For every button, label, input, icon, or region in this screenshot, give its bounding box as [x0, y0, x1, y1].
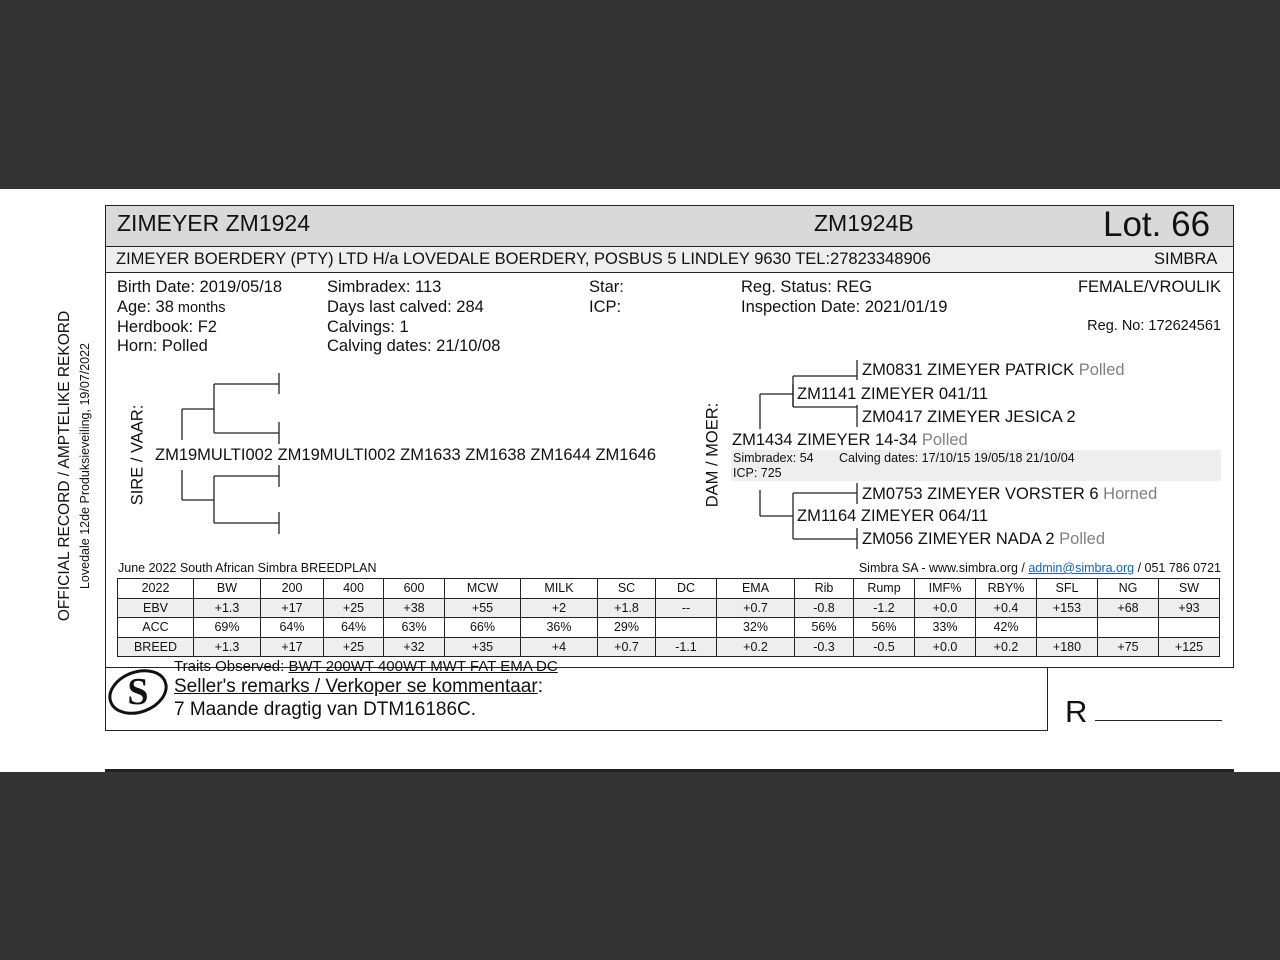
price-line — [1095, 720, 1222, 721]
breedplan-cell: +68 — [1098, 598, 1159, 618]
breedplan-header-cell: 600 — [384, 579, 445, 599]
breedplan-cell: +180 — [1037, 637, 1098, 657]
reg-status: Reg. Status: REG — [741, 278, 873, 296]
breed-label: SIMBRA — [1154, 250, 1218, 268]
breedplan-cell: -- — [656, 598, 717, 618]
breedplan-cell: +1.3 — [194, 598, 261, 618]
breedplan-cell — [656, 618, 717, 638]
breedplan-cell: 42% — [976, 618, 1037, 638]
dam-sire-dam: ZM0417 ZIMEYER JESICA 2 — [862, 408, 1076, 426]
breedplan-cell: +1.8 — [598, 598, 656, 618]
sire-name: ZM19MULTI002 ZM19MULTI002 ZM1633 ZM1638 ZM1644 ZM1646 — [155, 446, 657, 464]
breedplan-cell: +0.2 — [976, 637, 1037, 657]
breedplan-header-row — [118, 579, 1220, 599]
icp: ICP: — [589, 298, 622, 316]
breedplan-cell: 64% — [261, 618, 324, 638]
dam-sire-sire-name: ZM0831 ZIMEYER PATRICK — [862, 361, 1075, 379]
breedplan-cell — [1037, 618, 1098, 638]
lot-number: Lot. 66 — [1103, 205, 1211, 244]
breedplan-cell — [1159, 618, 1220, 638]
breedplan-cell: +0.0 — [915, 637, 976, 657]
dam-icp: ICP: 725 — [733, 466, 782, 480]
official-record-label: OFFICIAL RECORD / AMPTELIKE REKORD — [56, 310, 73, 622]
breedplan-row — [118, 637, 1220, 657]
breedplan-cell: 33% — [915, 618, 976, 638]
contact-suffix: / 051 786 0721 — [1134, 561, 1221, 575]
dam-dam: ZM1164 ZIMEYER 064/11 — [797, 507, 989, 525]
breedplan-header-cell: BW — [194, 579, 261, 599]
breedplan-cell: 69% — [194, 618, 261, 638]
breedplan-cell: +32 — [384, 637, 445, 657]
breedplan-cell: +0.4 — [976, 598, 1037, 618]
dam-name — [732, 431, 968, 450]
dam-horn: Polled — [921, 431, 968, 449]
breedplan-cell: +38 — [384, 598, 445, 618]
animal-name: ZIMEYER ZM1924 — [117, 210, 310, 236]
dam-dam-dam-name: ZM056 ZIMEYER NADA 2 — [862, 530, 1055, 548]
breedplan-header-cell: MILK — [521, 579, 598, 599]
age — [117, 298, 225, 317]
age-value: 38 — [155, 298, 174, 316]
breedplan-header-cell: 200 — [261, 579, 324, 599]
traits-list: BWT 200WT 400WT MWT FAT EMA DC — [288, 658, 558, 675]
breedplan-cell: -1.1 — [656, 637, 717, 657]
calvings: Calvings: 1 — [327, 318, 409, 336]
age-label: Age: — [117, 298, 156, 316]
breedplan-row — [118, 598, 1220, 618]
breedplan-header-cell: SC — [598, 579, 656, 599]
animal-reg-code: ZM1924B — [814, 210, 914, 236]
breedplan-cell: 63% — [384, 618, 445, 638]
breedplan-cell: +0.2 — [717, 637, 795, 657]
traits-label: Traits Observed: — [174, 658, 289, 675]
breedplan-cell: +0.7 — [598, 637, 656, 657]
bottom-rule — [105, 769, 1234, 772]
simbradex: Simbradex: 113 — [327, 278, 442, 296]
breedplan-cell: +4 — [521, 637, 598, 657]
breedplan-table — [117, 578, 1220, 657]
breedplan-header-cell: MCW — [445, 579, 521, 599]
calving-dates: Calving dates: 21/10/08 — [327, 337, 501, 355]
breedplan-cell: +17 — [261, 598, 324, 618]
breedplan-header-cell: RBY% — [976, 579, 1037, 599]
breedplan-cell: +93 — [1159, 598, 1220, 618]
price-label: R — [1065, 694, 1088, 729]
breedplan-header-cell: SFL — [1037, 579, 1098, 599]
seller-remarks-heading — [174, 676, 543, 698]
breedplan-cell: +1.3 — [194, 637, 261, 657]
breedplan-contact — [859, 561, 1221, 575]
breedplan-cell: +2 — [521, 598, 598, 618]
breedplan-header-cell: IMF% — [915, 579, 976, 599]
breedplan-cell: EBV — [118, 598, 194, 618]
breedplan-cell: +17 — [261, 637, 324, 657]
seller-remarks-colon: : — [537, 676, 543, 697]
breedplan-cell: -0.5 — [854, 637, 915, 657]
dam-sire-sire-horn: Polled — [1078, 361, 1125, 379]
breedplan-row — [118, 618, 1220, 638]
birth-date: Birth Date: 2019/05/18 — [117, 278, 283, 296]
breedplan-cell: -0.3 — [795, 637, 854, 657]
reg-no: Reg. No: 172624561 — [1087, 318, 1221, 334]
dam-dam-dam-horn: Polled — [1059, 530, 1106, 548]
breedplan-header-cell: 400 — [324, 579, 384, 599]
breedplan-title: June 2022 South African Simbra BREEDPLAN — [118, 561, 377, 575]
dam-sire-sire — [862, 361, 1125, 380]
breeder-details: ZIMEYER BOERDERY (PTY) LTD H/a LOVEDALE BOERDERY, POSBUS 5 LINDLEY 9630 TEL:27823348906 — [116, 250, 931, 268]
breedplan-cell: +153 — [1037, 598, 1098, 618]
breedplan-cell: +0.0 — [915, 598, 976, 618]
contact-prefix: Simbra SA - www.simbra.org / — [858, 561, 1029, 575]
breedplan-cell: ACC — [118, 618, 194, 638]
breedplan-header-cell: NG — [1098, 579, 1159, 599]
breedplan-cell: +75 — [1098, 637, 1159, 657]
seller-remarks-label: Seller's remarks / Verkoper se kommentaar — [174, 676, 538, 697]
herdbook: Herdbook: F2 — [117, 318, 217, 336]
breedplan-header-cell: Rib — [795, 579, 854, 599]
horn-status: Horn: Polled — [117, 337, 208, 355]
breedplan-cell: 36% — [521, 618, 598, 638]
breedplan-cell: 29% — [598, 618, 656, 638]
breedplan-header-cell: Rump — [854, 579, 915, 599]
svg-text:S: S — [127, 671, 149, 713]
breedplan-cell: 56% — [795, 618, 854, 638]
dam-dam-sire-name: ZM0753 ZIMEYER VORSTER 6 — [862, 485, 1099, 503]
breedplan-cell: +125 — [1159, 637, 1220, 657]
breedplan-cell: 66% — [445, 618, 521, 638]
breedplan-cell: +25 — [324, 637, 384, 657]
traits-observed — [174, 658, 558, 675]
dam-label: DAM / MOER: — [703, 402, 722, 508]
breedplan-cell: BREED — [118, 637, 194, 657]
contact-email-link[interactable]: admin@simbra.org — [1028, 561, 1135, 575]
seller-remark: 7 Maande dragtig van DTM16186C. — [174, 699, 477, 720]
sire-label: SIRE / VAAR: — [128, 404, 147, 506]
breedplan-cell — [1098, 618, 1159, 638]
breedplan-cell: +35 — [445, 637, 521, 657]
dam-sire: ZM1141 ZIMEYER 041/11 — [797, 385, 989, 403]
breedplan-cell: -0.8 — [795, 598, 854, 618]
sex: FEMALE/VROULIK — [1077, 278, 1221, 296]
days-last-calved: Days last calved: 284 — [327, 298, 484, 316]
breedplan-cell: +0.7 — [717, 598, 795, 618]
dam-dam-sire — [862, 485, 1157, 504]
breedplan-cell: 32% — [717, 618, 795, 638]
star: Star: — [589, 278, 624, 296]
breedplan-cell: -1.2 — [854, 598, 915, 618]
breedplan-header-cell: SW — [1159, 579, 1220, 599]
breedplan-header-cell: DC — [656, 579, 717, 599]
breedplan-header-cell: EMA — [717, 579, 795, 599]
breedplan-cell: +25 — [324, 598, 384, 618]
inspection-date: Inspection Date: 2021/01/19 — [741, 298, 948, 316]
breedplan-cell: 56% — [854, 618, 915, 638]
breedplan-cell: 64% — [324, 618, 384, 638]
dam-dam-sire-horn: Horned — [1103, 485, 1158, 503]
dam-calving-dates: Calving dates: 17/10/15 19/05/18 21/10/04 — [839, 451, 1075, 465]
breedplan-header-cell: 2022 — [118, 579, 194, 599]
breedplan-cell: +55 — [445, 598, 521, 618]
simbra-logo — [106, 664, 170, 718]
age-unit: months — [173, 300, 226, 316]
dam-name-text: ZM1434 ZIMEYER 14-34 — [732, 431, 918, 449]
dam-dam-dam — [862, 530, 1105, 549]
sale-event-label: Lovedale 12de Produksieveiling, 19/07/2022 — [78, 342, 92, 590]
dam-simbradex: Simbradex: 54 — [733, 451, 814, 465]
